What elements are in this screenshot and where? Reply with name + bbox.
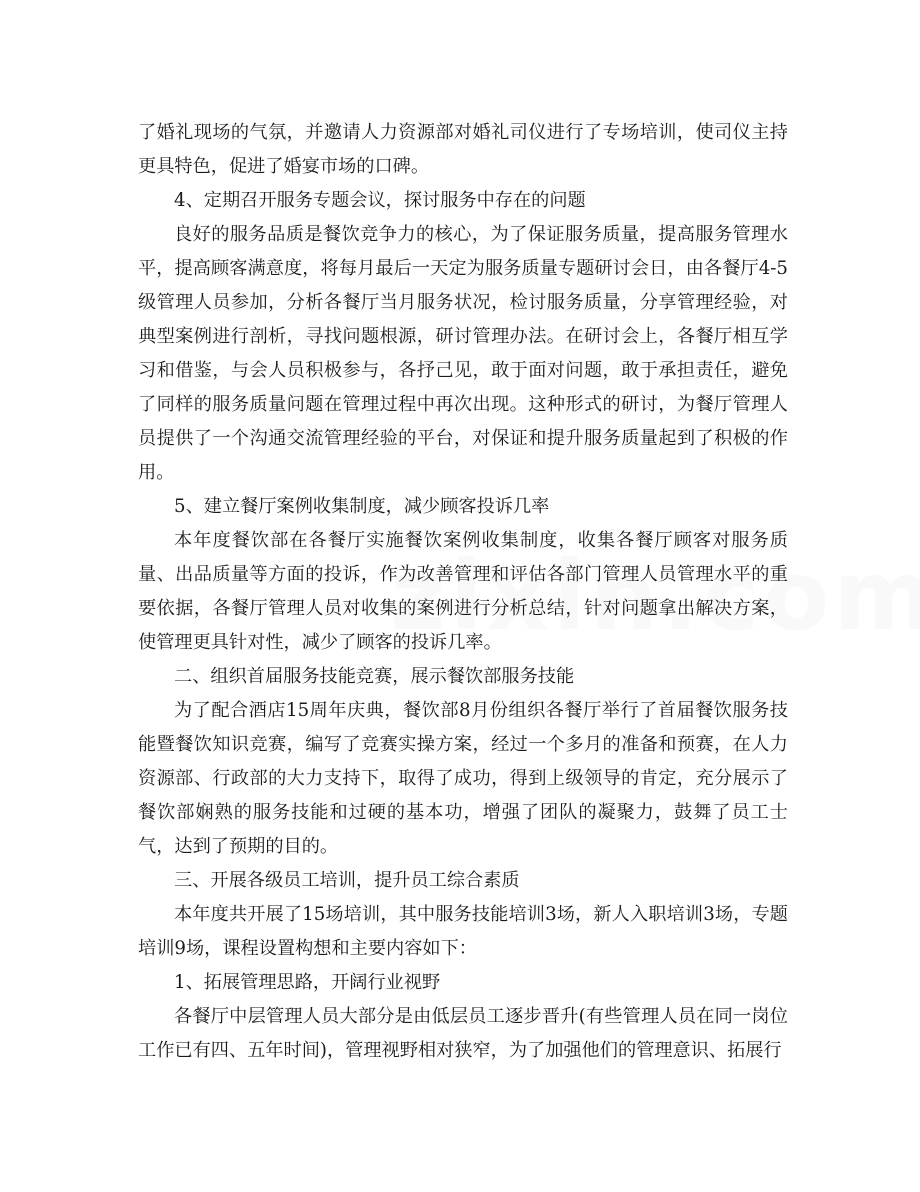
paragraph: 本年度共开展了15场培训，其中服务技能培训3场，新人入职培训3场，专题培训9场，课程设置构想和主要内容如下： xyxy=(138,904,788,959)
paragraph: 良好的服务品质是餐饮竞争力的核心，为了保证服务质量，提高服务管理水平，提高顾客满意度，将每月最后一天定为服务质量专题研讨会日，由各餐厅4-5级管理人员参加，分析各餐厅当月服务状况，检讨服务质量，分享管理经验，对典型案例进行剖析，寻找问题根源，研讨管理办法。在研讨会上，各餐厅相互学习和借鉴，与会人员积极参与，各抒己见，敢于面对问题，敢于承担责任，避免了同样的服务质量问题在管理过程中再次出现。这种形式的研讨，为餐厅管理人员提供了一个沟通交流管理经验的平台，对保证和提升服务质量起到了积极的作用。 xyxy=(138,224,788,483)
paragraph: 为了配合酒店15周年庆典，餐饮部8月份组织各餐厅举行了首届餐饮服务技能暨餐饮知识竞赛，编写了竞赛实操方案，经过一个多月的准备和预赛，在人力资源部、行政部的大力支持下，取得了成功，得到上级领导的肯定，充分展示了餐饮部娴熟的服务技能和过硬的基本功，增强了团队的凝聚力，鼓舞了员工士气，达到了预期的目的。 xyxy=(138,700,788,857)
section-heading-2: 二、组织首届服务技能竞赛，展示餐饮部服务技能 xyxy=(174,666,575,687)
paragraph: 各餐厅中层管理人员大部分是由低层员工逐步晋升(有些管理人员在同一岗位工作已有四、五年时间)，管理视野相对狭窄，为了加强他们的管理意识、拓展行 xyxy=(138,1006,788,1061)
section-heading-5: 5、建立餐厅案例收集制度，减少顾客投诉几率 xyxy=(174,496,550,517)
document-body xyxy=(138,116,788,1068)
paragraph: 本年度餐饮部在各餐厅实施餐饮案例收集制度，收集各餐厅顾客对服务质量、出品质量等方面的投诉，作为改善管理和评估各部门管理人员管理水平的重要依据，各餐厅管理人员对收集的案例进行分析总结，针对问题拿出解决方案，使管理更具针对性，减少了顾客的投诉几率。 xyxy=(138,530,788,653)
section-heading-4: 4、定期召开服务专题会议，探讨服务中存在的问题 xyxy=(174,190,586,211)
subsection-heading-1: 1、拓展管理思路，开阔行业视野 xyxy=(174,972,441,993)
section-heading-3: 三、开展各级员工培训，提升员工综合素质 xyxy=(174,870,520,891)
paragraph-continuation: 了婚礼现场的气氛，并邀请人力资源部对婚礼司仪进行了专场培训，使司仪主持更具特色，促进了婚宴市场的口碑。 xyxy=(138,122,788,177)
